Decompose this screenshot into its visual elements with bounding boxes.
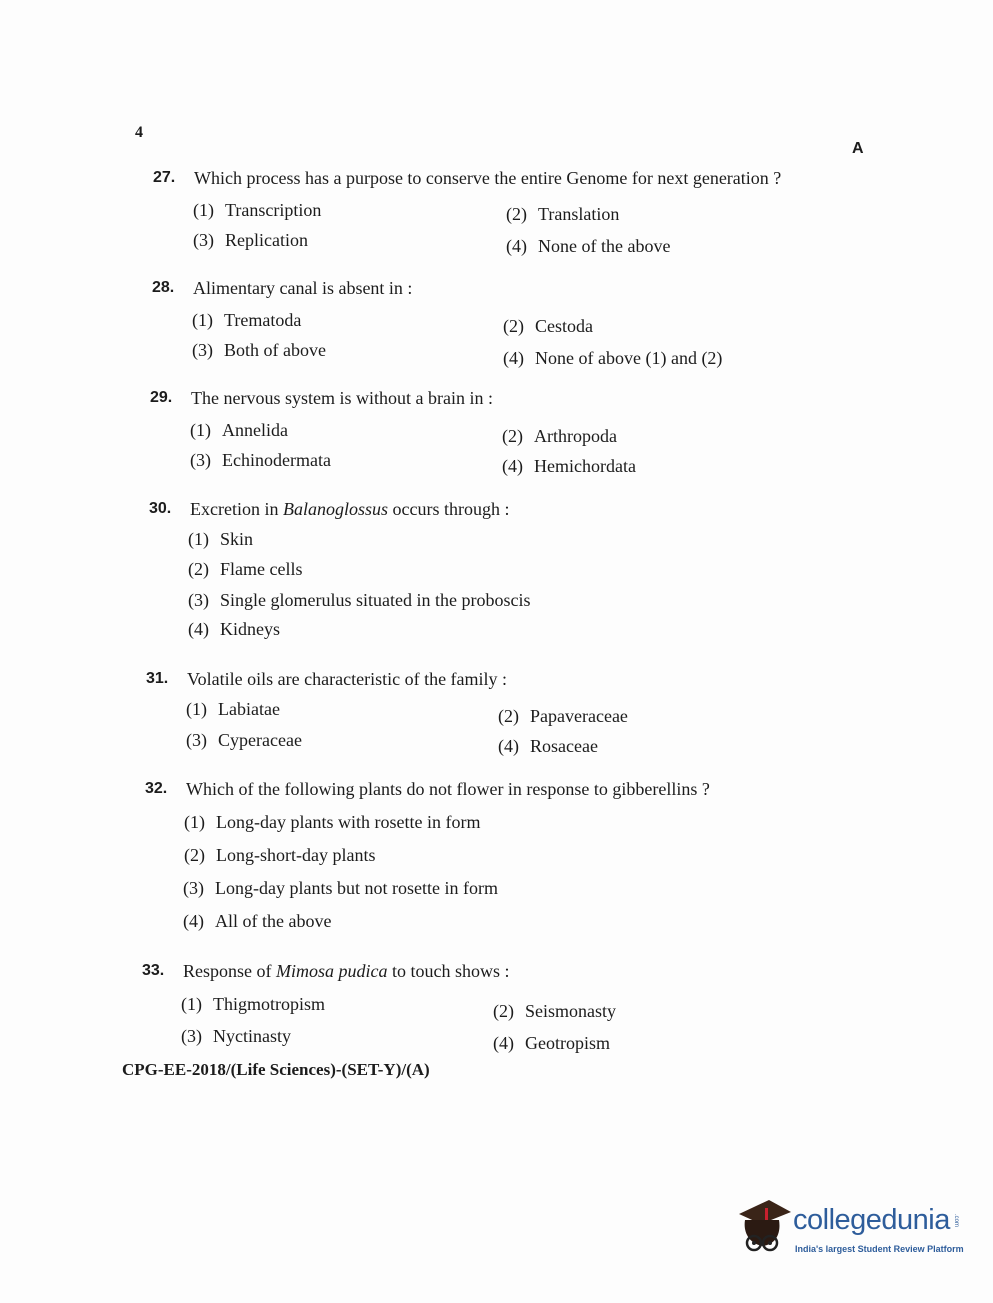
option-3: (3) Cyperaceae (186, 730, 302, 750)
paper-code: CPG-EE-2018/(Life Sciences)-(SET-Y)/(A) (122, 1060, 430, 1079)
option-2: (2) Long-short-day plants (184, 845, 376, 865)
option-4: (4) Hemichordata (502, 456, 636, 476)
question-text: Alimentary canal is absent in : (193, 278, 413, 298)
option-2: (2) Arthropoda (502, 426, 617, 446)
question-number: 28. (152, 279, 175, 296)
option-3: (3) Both of above (192, 340, 326, 360)
option-1: (1) Annelida (190, 420, 288, 440)
option-1: (1) Thigmotropism (181, 994, 325, 1014)
option-4: (4) None of the above (506, 236, 671, 256)
question-text: Which process has a purpose to conserve the entire Genome for next generation ? (194, 168, 782, 188)
question-27 (153, 163, 873, 256)
species-name: Mimosa pudica (276, 961, 388, 981)
question-text: Excretion in Balanoglossus occurs through : (190, 499, 510, 519)
option-2: (2) Translation (506, 204, 620, 224)
option-2: (2) Flame cells (188, 559, 303, 579)
option-1: (1) Skin (188, 529, 254, 549)
watermark-logo (735, 1198, 965, 1268)
question-number: 29. (150, 389, 173, 406)
question-text: Response of Mimosa pudica to touch shows : (183, 961, 510, 981)
question-32 (145, 774, 865, 931)
option-4: (4) Kidneys (188, 619, 280, 639)
question-number: 32. (145, 780, 168, 797)
question-text: The nervous system is without a brain in : (191, 388, 493, 408)
brand-name: collegedunia (793, 1204, 950, 1236)
option-3: (3) Nyctinasty (181, 1026, 291, 1046)
page-number: 4 (135, 124, 143, 141)
option-2: (2) Seismonasty (493, 1001, 617, 1021)
question-29 (150, 383, 870, 476)
question-30 (149, 494, 869, 639)
question-number: 27. (153, 169, 176, 186)
option-1: (1) Trematoda (192, 310, 302, 330)
option-4: (4) Geotropism (493, 1033, 610, 1053)
option-2: (2) Cestoda (503, 316, 593, 336)
question-number: 33. (142, 962, 165, 979)
option-3: (3) Single glomerulus situated in the proboscis (188, 590, 531, 610)
brand-suffix: .com (953, 1214, 959, 1228)
option-1: (1) Transcription (193, 200, 322, 220)
question-28 (152, 273, 872, 368)
option-2: (2) Papaveraceae (498, 706, 628, 726)
mascot-icon (735, 1198, 791, 1258)
option-3: (3) Long-day plants but not rosette in form (183, 878, 498, 898)
option-4: (4) None of above (1) and (2) (503, 348, 723, 368)
option-3: (3) Replication (193, 230, 308, 250)
question-text: Volatile oils are characteristic of the family : (187, 669, 508, 689)
option-4: (4) All of the above (183, 911, 332, 931)
question-text: Which of the following plants do not flower in response to gibberellins ? (186, 779, 710, 799)
option-1: (1) Long-day plants with rosette in form (184, 812, 481, 832)
option-3: (3) Echinodermata (190, 450, 331, 470)
question-31 (146, 664, 866, 756)
brand-tagline: India's largest Student Review Platform (795, 1244, 964, 1254)
question-33 (142, 956, 862, 1053)
option-4: (4) Rosaceae (498, 736, 598, 756)
question-number: 31. (146, 670, 169, 687)
option-1: (1) Labiatae (186, 699, 280, 719)
set-letter: A (852, 140, 864, 157)
species-name: Balanoglossus (282, 499, 388, 519)
question-number: 30. (149, 500, 172, 517)
